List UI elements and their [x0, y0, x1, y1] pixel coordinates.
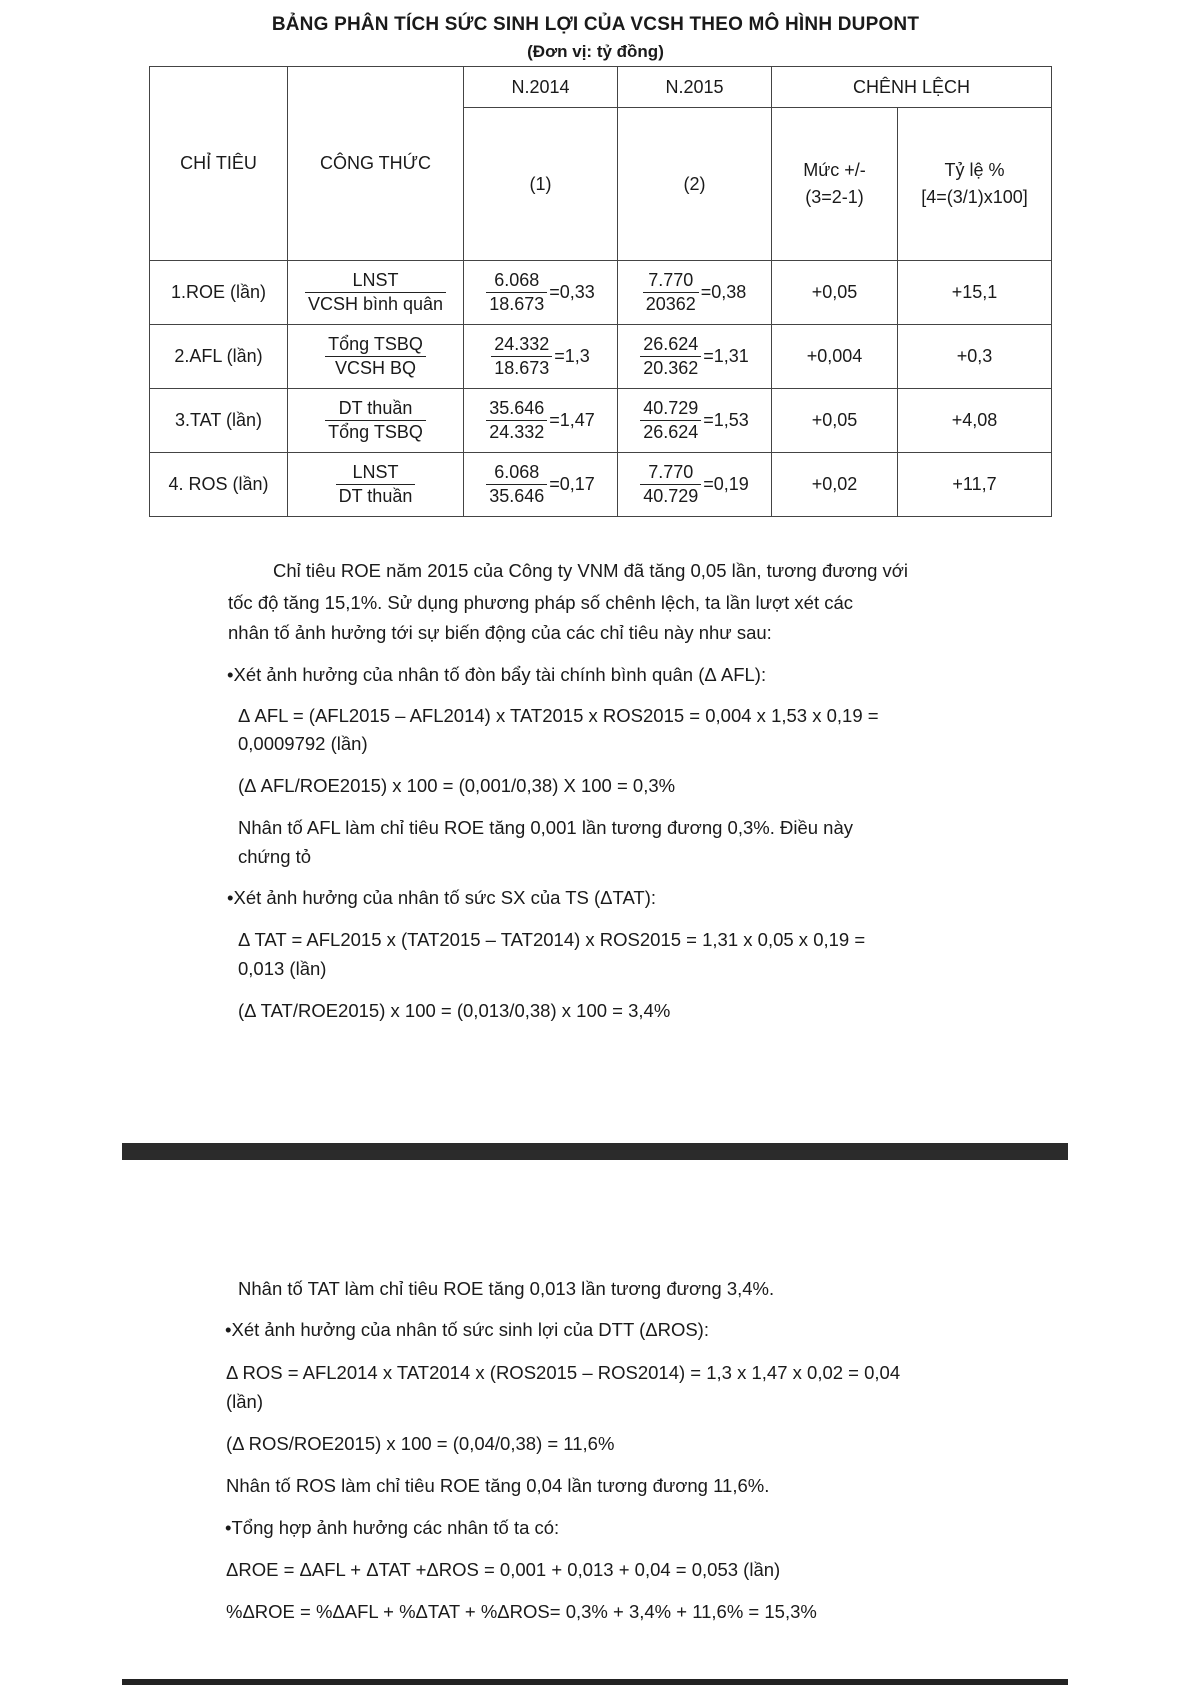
value-2014-denominator: 24.332 [489, 422, 545, 442]
value-2014-result: =1,47 [549, 410, 595, 430]
value-2015-fraction [640, 398, 701, 443]
afl-formula-line1: Δ AFL = (AFL2015 – AFL2014) x TAT2015 x ROS2015 = 0,004 x 1,53 x 0,19 = [238, 705, 879, 726]
formula-numerator: LNST [336, 462, 416, 485]
table-row [150, 453, 1052, 517]
summary-line1: ΔROE = ΔAFL + ΔTAT +ΔROS = 0,001 + 0,013 + 0,04 = 0,053 (lần) [226, 1559, 781, 1580]
difference-cell: +0,05 [772, 389, 898, 453]
header-muc [772, 108, 898, 261]
dupont-table [149, 66, 1052, 517]
afl-conclusion-line1: Nhân tố AFL làm chỉ tiêu ROE tăng 0,001 lần tương đương 0,3%. Điều này [238, 817, 853, 838]
header-cong-thuc: CÔNG THỨC [288, 67, 464, 261]
formula-fraction [336, 462, 416, 507]
value-2015-numerator: 40.729 [640, 398, 701, 421]
bullet-tat: •Xét ảnh hưởng của nhân tố sức SX của TS (ΔTAT): [227, 887, 657, 908]
row-name: 4. ROS (lần) [150, 453, 288, 517]
header-chi-tieu: CHỈ TIÊU [150, 67, 288, 261]
value-2015-cell [618, 261, 772, 325]
value-2014-cell [464, 453, 618, 517]
paragraph-line: tốc độ tăng 15,1%. Sử dụng phương pháp số chênh lệch, ta lần lượt xét các [228, 592, 854, 613]
formula-denominator: Tổng TSBQ [328, 422, 423, 442]
value-2015-result: =0,38 [700, 282, 747, 302]
ros-percent: (Δ ROS/ROE2015) x 100 = (0,04/0,38) = 11,6% [226, 1433, 615, 1454]
value-2015-numerator: 7.770 [643, 270, 699, 293]
formula-numerator: DT thuần [325, 398, 426, 421]
ros-formula-line2: (lần) [226, 1391, 264, 1412]
value-2014-numerator: 6.068 [486, 270, 547, 293]
value-2014-cell [464, 325, 618, 389]
value-2015-numerator: 26.624 [640, 334, 701, 357]
ratio-cell: +4,08 [898, 389, 1052, 453]
header-muc-line2: (3=2-1) [805, 187, 864, 207]
table-body [150, 261, 1052, 517]
value-2015-cell [618, 325, 772, 389]
value-2014-result: =0,17 [549, 474, 595, 494]
header-tyle [898, 108, 1052, 261]
bottom-divider [122, 1679, 1068, 1685]
value-2015-fraction [640, 334, 701, 379]
tat-formula-line2: 0,013 (lần) [238, 958, 327, 979]
header-col1: (1) [464, 108, 618, 261]
table-row [150, 261, 1052, 325]
afl-formula-line2: 0,0009792 (lần) [238, 733, 368, 754]
value-2014-denominator: 18.673 [489, 294, 545, 314]
value-2015-result: =1,31 [703, 346, 749, 366]
table-row [150, 325, 1052, 389]
value-2015-result: =1,53 [703, 410, 749, 430]
value-2015-cell [618, 389, 772, 453]
unit-label: (Đơn vị: tỷ đồng) [527, 42, 664, 61]
value-2015-cell [618, 453, 772, 517]
ros-formula-line1: Δ ROS = AFL2014 x TAT2014 x (ROS2015 – ROS2014) = 1,3 x 1,47 x 0,02 = 0,04 [226, 1362, 901, 1383]
value-2014-fraction [486, 398, 547, 443]
formula-denominator: VCSH BQ [334, 358, 417, 378]
difference-cell: +0,05 [772, 261, 898, 325]
ros-conclusion: Nhân tố ROS làm chỉ tiêu ROE tăng 0,04 lần tương đương 11,6%. [226, 1475, 770, 1496]
formula-denominator: VCSH bình quân [307, 294, 444, 314]
table-title: BẢNG PHÂN TÍCH SỨC SINH LỢI CỦA VCSH THEO MÔ HÌNH DUPONT [271, 14, 920, 35]
table-row [150, 389, 1052, 453]
header-col2: (2) [618, 108, 772, 261]
value-2015-fraction [640, 462, 701, 507]
value-2015-result: =0,19 [703, 474, 749, 494]
value-2014-cell [464, 389, 618, 453]
value-2014-denominator: 35.646 [489, 486, 545, 506]
bullet-summary: •Tổng hợp ảnh hưởng các nhân tố ta có: [225, 1517, 560, 1538]
value-2014-numerator: 24.332 [491, 334, 552, 357]
bullet-ros: •Xét ảnh hưởng của nhân tố sức sinh lợi của DTT (ΔROS): [225, 1319, 709, 1340]
value-2014-fraction [491, 334, 552, 379]
formula-fraction [325, 334, 426, 379]
formula-fraction [325, 398, 426, 443]
value-2014-fraction [486, 270, 547, 315]
value-2014-fraction [486, 462, 547, 507]
row-name: 2.AFL (lần) [150, 325, 288, 389]
header-n2014: N.2014 [464, 67, 618, 108]
formula-cell [288, 453, 464, 517]
formula-denominator: DT thuần [338, 486, 413, 506]
row-name: 1.ROE (lần) [150, 261, 288, 325]
tat-percent: (Δ TAT/ROE2015) x 100 = (0,013/0,38) x 100 = 3,4% [238, 1000, 671, 1021]
header-n2015: N.2015 [618, 67, 772, 108]
formula-fraction [305, 270, 446, 315]
value-2014-result: =0,33 [549, 282, 595, 302]
tat-conclusion: Nhân tố TAT làm chỉ tiêu ROE tăng 0,013 lần tương đương 3,4%. [238, 1278, 775, 1299]
tat-formula-line1: Δ TAT = AFL2015 x (TAT2015 – TAT2014) x ROS2015 = 1,31 x 0,05 x 0,19 = [238, 929, 866, 950]
header-tyle-line1: Tỷ lệ % [944, 160, 1005, 180]
row-name: 3.TAT (lần) [150, 389, 288, 453]
value-2015-denominator: 40.729 [643, 486, 699, 506]
paragraph-line: nhân tố ảnh hưởng tới sự biến động của các chỉ tiêu này như sau: [228, 622, 772, 643]
value-2014-denominator: 18.673 [494, 358, 550, 378]
afl-percent: (Δ AFL/ROE2015) x 100 = (0,001/0,38) X 100 = 0,3% [238, 775, 676, 796]
formula-cell [288, 389, 464, 453]
value-2015-denominator: 26.624 [643, 422, 699, 442]
summary-line2: %ΔROE = %ΔAFL + %ΔTAT + %ΔROS= 0,3% + 3,4% + 11,6% = 15,3% [226, 1601, 817, 1622]
value-2015-fraction [643, 270, 699, 315]
value-2014-result: =1,3 [554, 346, 590, 366]
formula-numerator: Tổng TSBQ [325, 334, 426, 357]
difference-cell: +0,02 [772, 453, 898, 517]
value-2014-cell [464, 261, 618, 325]
ratio-cell: +11,7 [898, 453, 1052, 517]
header-tyle-line2: [4=(3/1)x100] [921, 187, 1028, 207]
value-2014-numerator: 35.646 [486, 398, 547, 421]
header-chenh-lech: CHÊNH LỆCH [772, 67, 1052, 108]
formula-cell [288, 325, 464, 389]
page-divider [122, 1143, 1068, 1160]
bullet-afl: •Xét ảnh hưởng của nhân tố đòn bẩy tài chính bình quân (Δ AFL): [227, 664, 767, 685]
value-2015-denominator: 20362 [645, 294, 696, 314]
ratio-cell: +15,1 [898, 261, 1052, 325]
difference-cell: +0,004 [772, 325, 898, 389]
value-2014-numerator: 6.068 [486, 462, 547, 485]
afl-conclusion-line2: chứng tỏ [238, 846, 312, 867]
formula-numerator: LNST [305, 270, 446, 293]
paragraph-line: Chỉ tiêu ROE năm 2015 của Công ty VNM đã tăng 0,05 lần, tương đương với [273, 560, 908, 581]
header-muc-line1: Mức +/- [803, 160, 866, 180]
formula-cell [288, 261, 464, 325]
value-2015-denominator: 20.362 [643, 358, 699, 378]
ratio-cell: +0,3 [898, 325, 1052, 389]
value-2015-numerator: 7.770 [640, 462, 701, 485]
